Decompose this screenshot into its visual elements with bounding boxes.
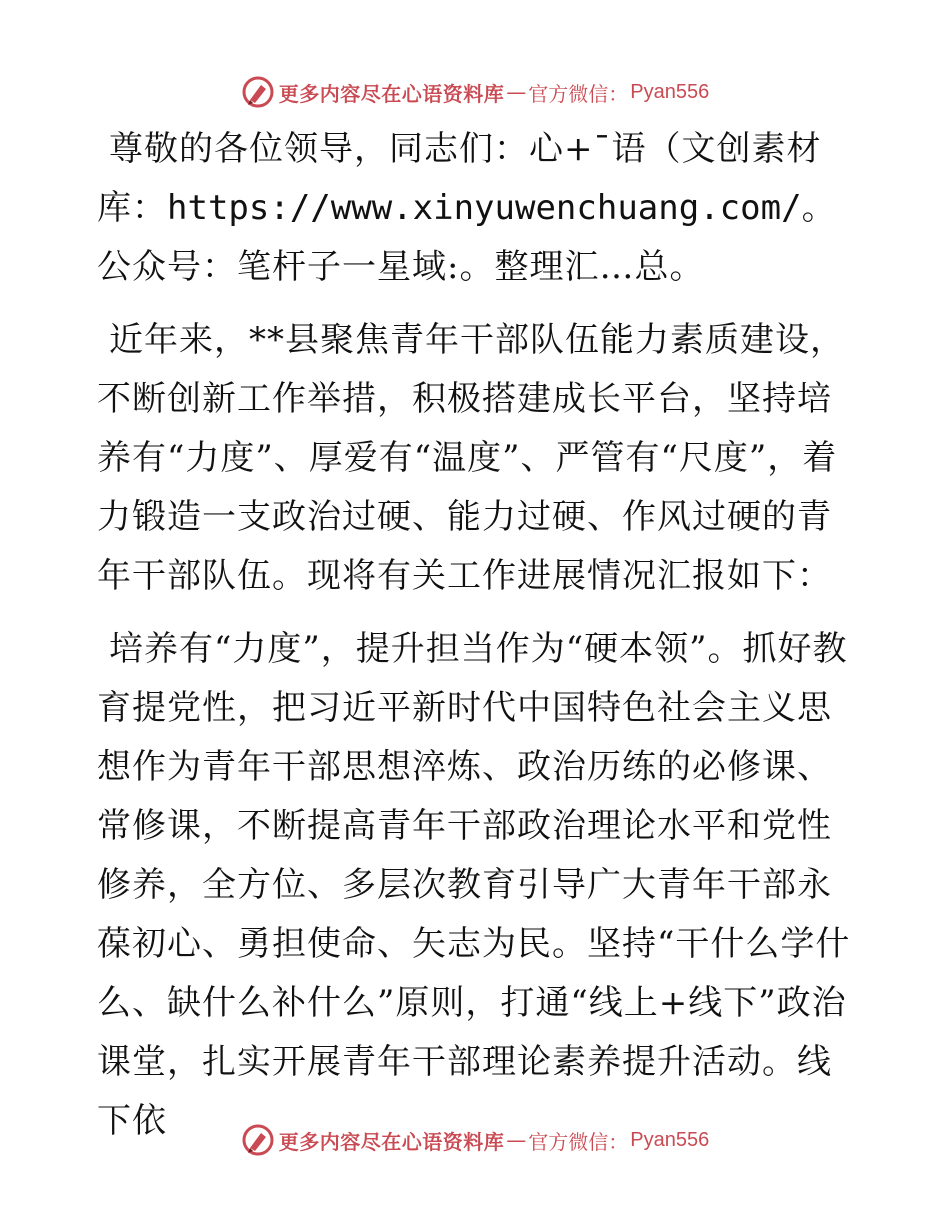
banner-brand-text: 更多内容尽在心语资料库 [278,1129,505,1154]
banner-official-label: 官方微信： [528,81,629,106]
greeting-text-tail: 。公众号：笔杆子一星域:。整理汇…总。 [97,188,837,287]
paragraph-intro: 近年来，**县聚焦青年干部队伍能力素质建设，不断创新工作举措，积极搭建成长平台，坚持培养有“力度”、厚爱有“温度”、严管有“尺度”，着力锻造一支政治过硬、能力过硬、作风过硬的青年干部队伍。现将有关工作进展情况汇报如下： [97,320,845,596]
banner-brand-text: 更多内容尽在心语资料库 [278,81,505,106]
footer-banner [0,1120,950,1160]
banner-wechat-id: Pyan556 [630,80,710,103]
banner-wechat-id: Pyan556 [630,1128,710,1151]
banner-separator: — [506,1128,527,1152]
header-banner [0,72,950,112]
banner-official-label: 官方微信： [528,1129,629,1154]
paragraph-training: 培养有“力度”，提升担当作为“硬本领”。抓好教育提党性，把习近平新时代中国特色社会主义思想作为青年干部思想淬炼、政治历练的必修课、常修课，不断提高青年干部政治理论水平和党性修养，全方位、多层次教育引导广大青年干部永葆初心、勇担使命、矢志为民。坚持“干什么学什么、缺什么补什么”原则，打通“线上+线下”政治课堂，扎实开展青年干部理论素养提升活动。线下依 [97,629,851,1141]
greeting-text: 尊敬的各位领导，同志们：心+¯语（文创素材库： [97,129,822,228]
banner-separator: — [506,80,527,104]
greeting-url: https://www.xinyuwenchuang.com/ [167,188,802,228]
pen-logo-icon [241,1123,275,1157]
paragraph-greeting [97,120,857,297]
document-body [97,120,857,1165]
pen-logo-icon [241,75,275,109]
